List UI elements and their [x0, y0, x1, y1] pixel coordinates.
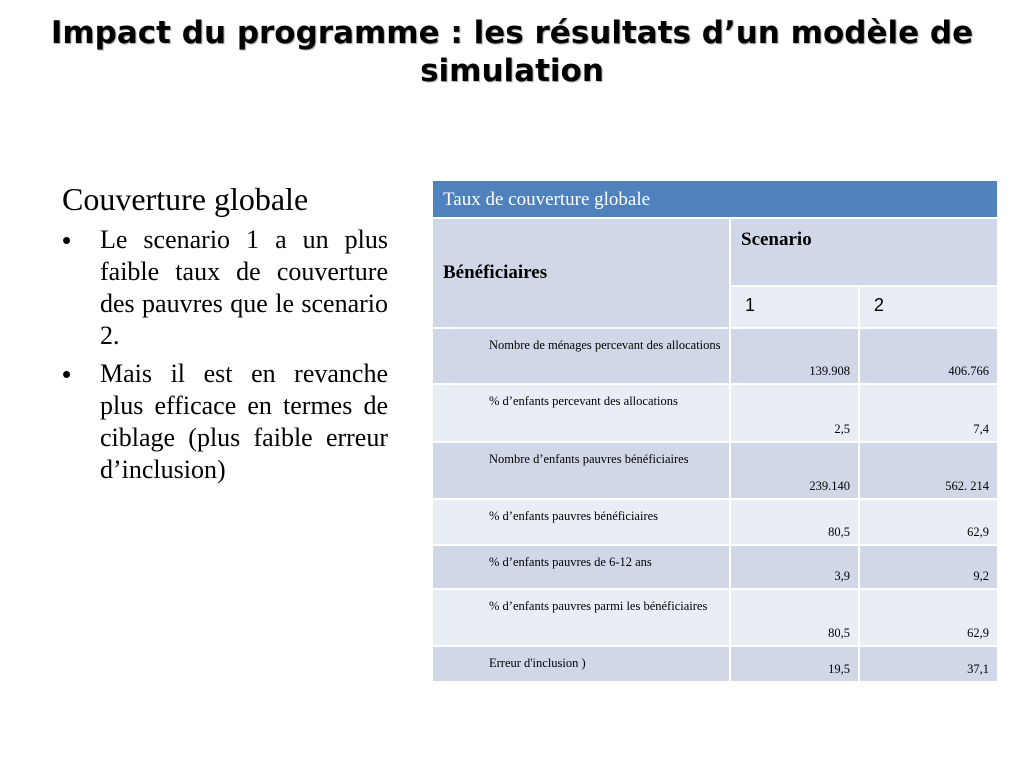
beneficiaires-header: Bénéficiaires [432, 218, 730, 328]
row-value-scenario-1: 139.908 [730, 328, 859, 384]
table-row [432, 646, 998, 682]
table-row [432, 384, 998, 442]
table-header: Taux de couverture globale [432, 180, 998, 218]
bullet-dot-icon: • [62, 359, 72, 389]
row-label: Erreur d'inclusion ) [432, 646, 730, 682]
row-value-scenario-1: 239.140 [730, 442, 859, 499]
slide-title: Impact du programme : les résultats d’un modèle de simulation [50, 15, 974, 89]
row-value-scenario-2: 9,2 [859, 545, 998, 589]
table-row [432, 328, 998, 384]
scenario-1-header: 1 [730, 286, 859, 328]
row-value-scenario-1: 80,5 [730, 499, 859, 545]
row-label: % d’enfants pauvres bénéficiaires [432, 499, 730, 545]
table-row [432, 499, 998, 545]
row-value-scenario-1: 80,5 [730, 589, 859, 646]
table-row [432, 442, 998, 499]
row-value-scenario-2: 562. 214 [859, 442, 998, 499]
row-value-scenario-1: 19,5 [730, 646, 859, 682]
row-label: Nombre de ménages percevant des allocations [432, 328, 730, 384]
bullet-item [62, 224, 388, 352]
row-value-scenario-1: 2,5 [730, 384, 859, 442]
row-label: % d’enfants percevant des allocations [432, 384, 730, 442]
row-value-scenario-2: 37,1 [859, 646, 998, 682]
row-label: Nombre d’enfants pauvres bénéficiaires [432, 442, 730, 499]
bullet-text: Le scenario 1 a un plus faible taux de couverture des pauvres que le scenario 2. [100, 225, 388, 350]
bullet-item [62, 358, 388, 486]
row-value-scenario-2: 62,9 [859, 589, 998, 646]
row-label: % d’enfants pauvres parmi les bénéficiaires [432, 589, 730, 646]
bullet-list [62, 224, 388, 486]
section-heading: Couverture globale [62, 181, 309, 217]
table-row [432, 589, 998, 646]
row-value-scenario-2: 62,9 [859, 499, 998, 545]
scenario-header: Scenario [730, 218, 998, 286]
bullet-text: Mais il est en revanche plus efficace en termes de ciblage (plus faible erreur d’inclusion) [100, 359, 388, 484]
table-row [432, 545, 998, 589]
row-value-scenario-2: 406.766 [859, 328, 998, 384]
row-value-scenario-2: 7,4 [859, 384, 998, 442]
scenario-2-header: 2 [859, 286, 998, 328]
left-panel [62, 180, 388, 492]
bullet-dot-icon: • [62, 225, 72, 255]
coverage-table [431, 179, 999, 683]
row-label: % d’enfants pauvres de 6-12 ans [432, 545, 730, 589]
row-value-scenario-1: 3,9 [730, 545, 859, 589]
